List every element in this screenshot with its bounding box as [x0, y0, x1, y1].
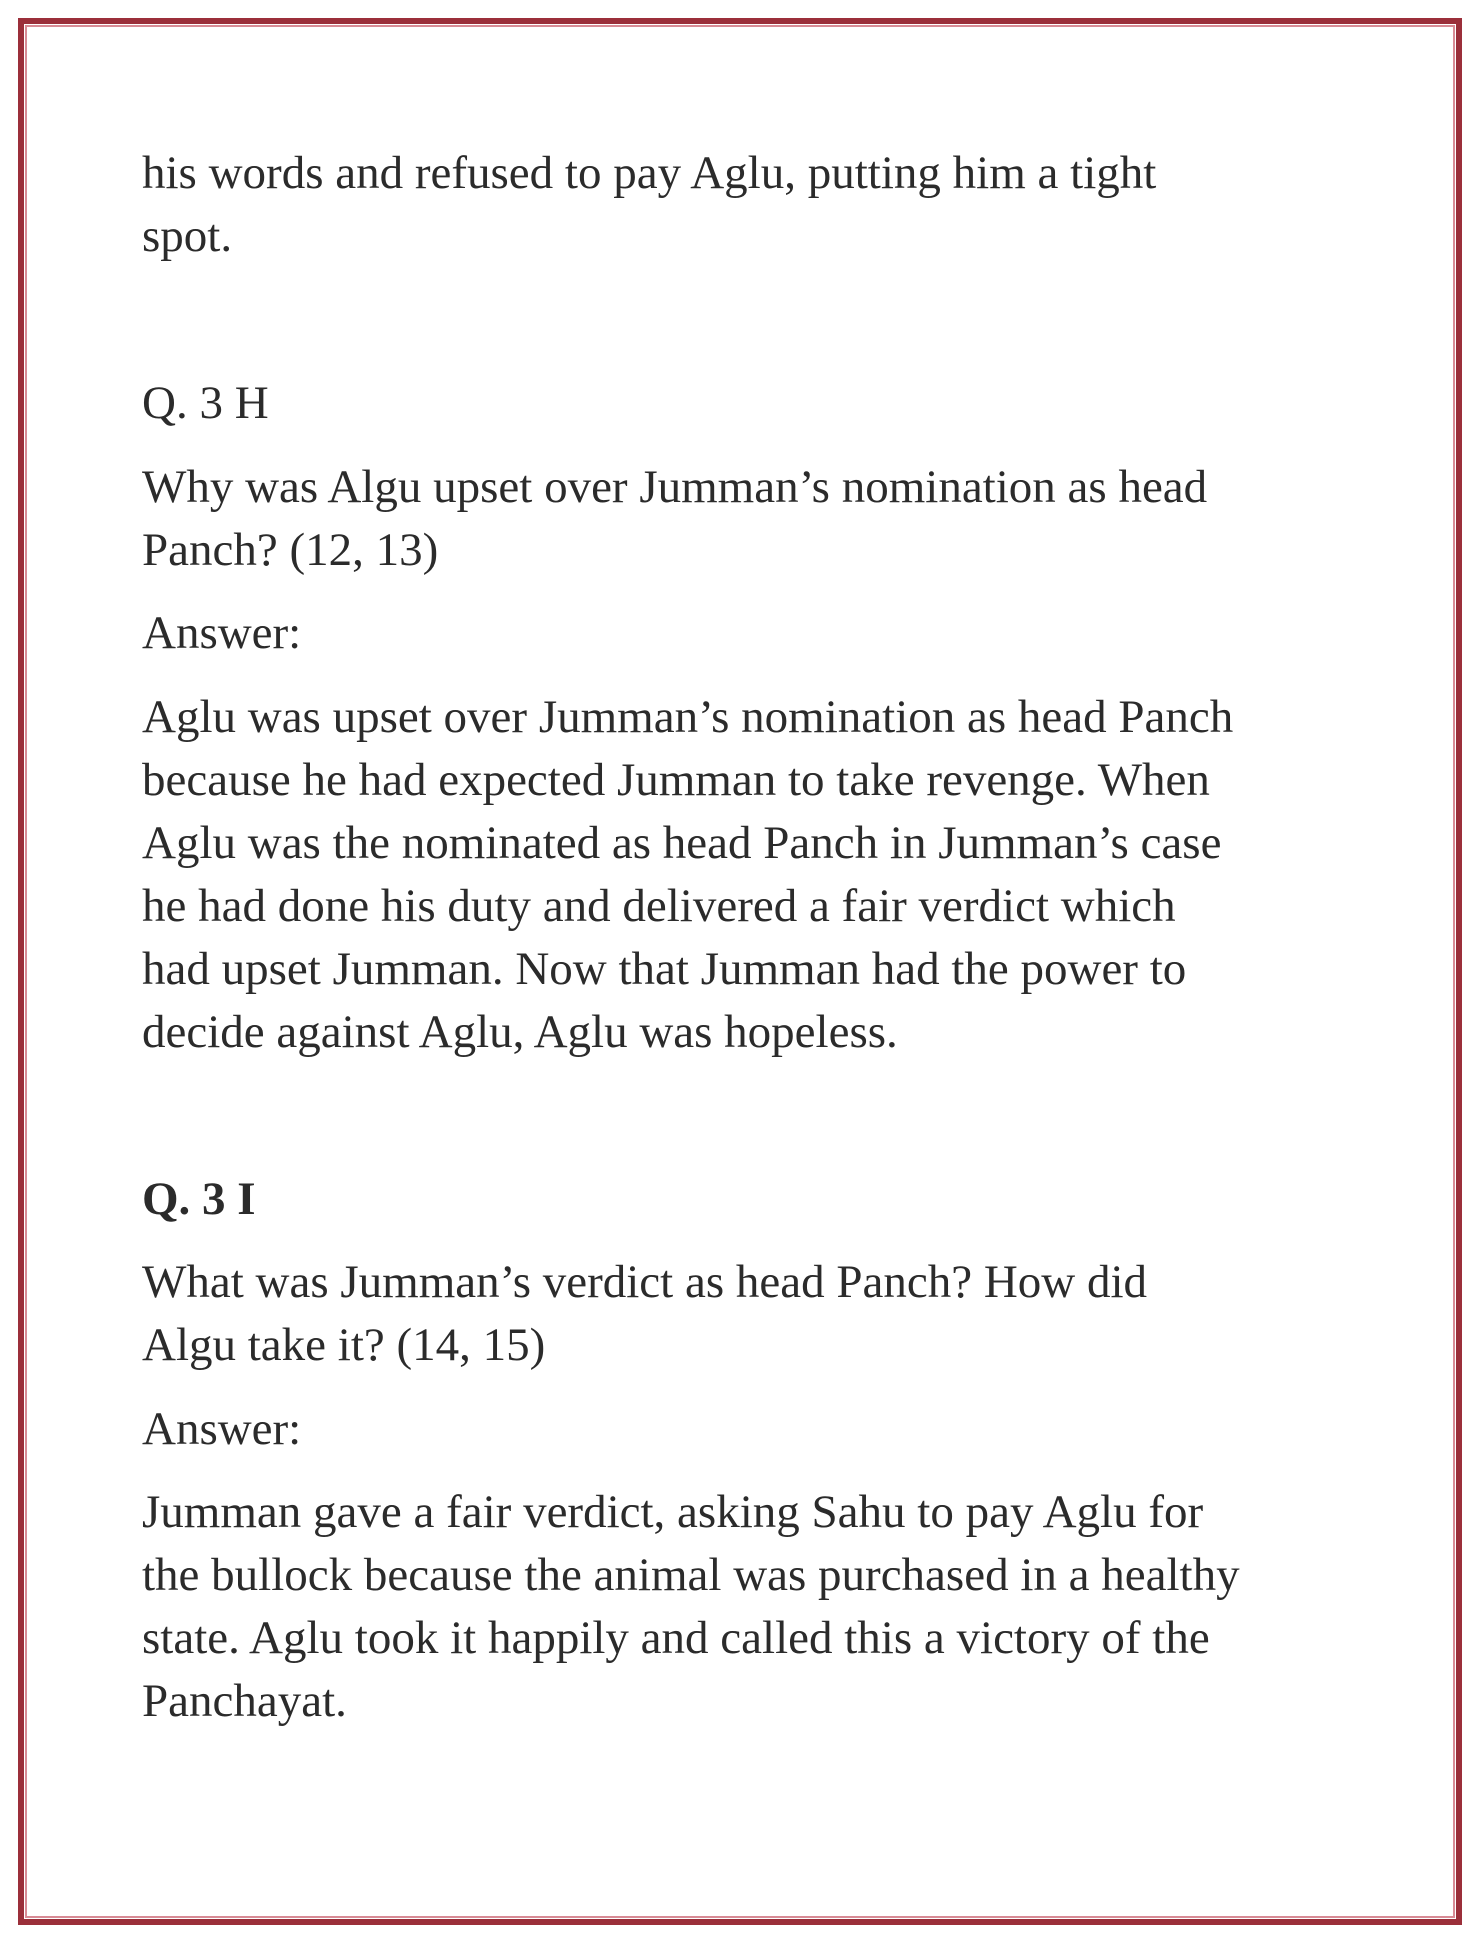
question-line: What was Jumman’s verdict as head Panch? How did: [142, 1256, 1148, 1308]
answer-label: Answer:: [142, 607, 302, 659]
answer-line: Aglu was the nominated as head Panch in Jumman’s case: [142, 817, 1222, 869]
answer-label: Answer:: [142, 1403, 302, 1455]
answer-line: Aglu was upset over Jumman’s nomination as head Panch: [142, 691, 1234, 743]
answer-line: Jumman gave a fair verdict, asking Sahu to pay Aglu for: [142, 1486, 1204, 1538]
answer-line: Panchayat.: [142, 1675, 347, 1727]
answer-line: the bullock because the animal was purchased in a healthy: [142, 1549, 1240, 1601]
answer-line: state. Aglu took it happily and called this a victory of the: [142, 1612, 1210, 1664]
question-label-3i: Q. 3 I: [142, 1173, 256, 1225]
intro-line: his words and refused to pay Aglu, putting him a tight: [142, 147, 1157, 199]
question-line: Algu take it? (14, 15): [142, 1319, 546, 1371]
question-line: Why was Algu upset over Jumman’s nomination as head: [142, 461, 1208, 513]
question-line: Panch? (12, 13): [142, 524, 439, 576]
answer-line: had upset Jumman. Now that Jumman had the power to: [142, 943, 1187, 995]
answer-line: decide against Aglu, Aglu was hopeless.: [142, 1006, 898, 1058]
intro-line: spot.: [142, 210, 233, 262]
question-label-3h: Q. 3 H: [142, 377, 269, 429]
answer-line: he had done his duty and delivered a fair verdict which: [142, 880, 1176, 932]
answer-line: because he had expected Jumman to take revenge. When: [142, 754, 1210, 806]
